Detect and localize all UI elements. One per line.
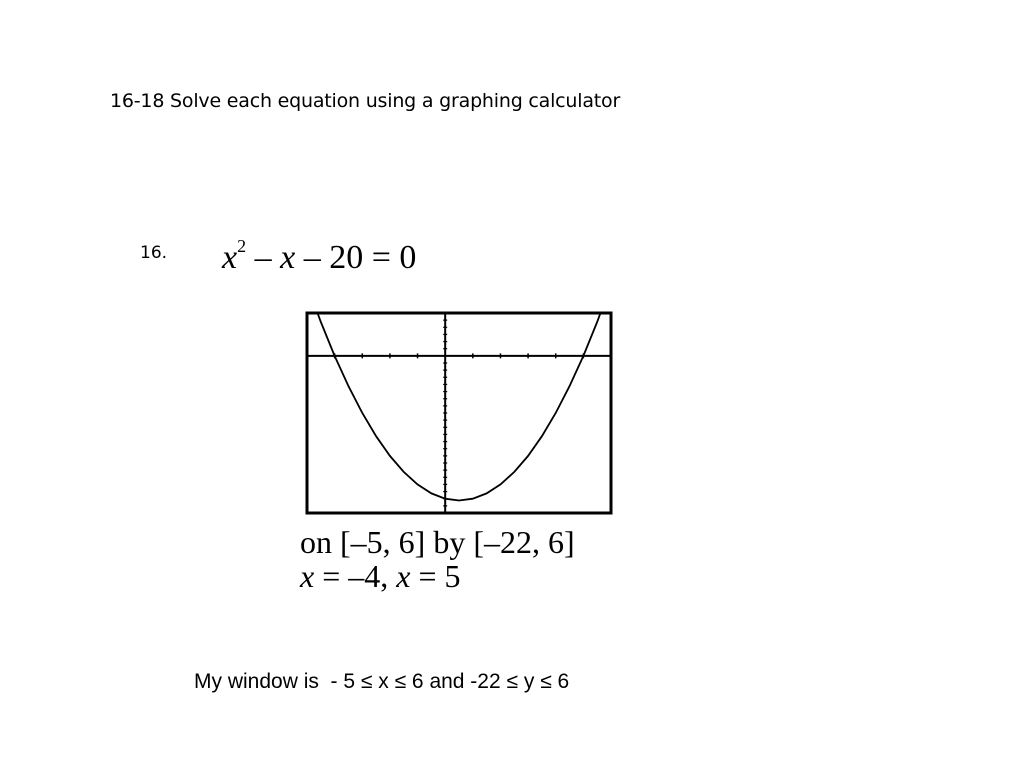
equation-var-x: x — [222, 239, 238, 276]
problem-number: 16. — [140, 243, 168, 263]
solution-value-2: = 5 — [410, 558, 461, 594]
parabola-curve — [307, 310, 611, 501]
equation-rest: – 20 = 0 — [295, 239, 417, 276]
solution-var-1: x — [300, 558, 315, 594]
equation — [222, 236, 416, 277]
equation-var-x-2: x — [280, 239, 296, 276]
graph-caption — [300, 525, 575, 593]
graph-frame — [307, 313, 611, 513]
solution-var-2: x — [396, 558, 411, 594]
equation-exponent: 2 — [237, 236, 247, 256]
window-note: My window is - 5 ≤ x ≤ 6 and -22 ≤ y ≤ 6 — [194, 670, 570, 693]
instructions-heading: 16-18 Solve each equation using a graphing calculator — [110, 90, 621, 112]
window-caption: on [–5, 6] by [–22, 6] — [300, 524, 575, 560]
solution-value-1: = –4, — [314, 558, 397, 594]
equation-minus: – — [246, 239, 281, 276]
calculator-graph — [304, 310, 614, 518]
solution-caption — [300, 559, 575, 593]
